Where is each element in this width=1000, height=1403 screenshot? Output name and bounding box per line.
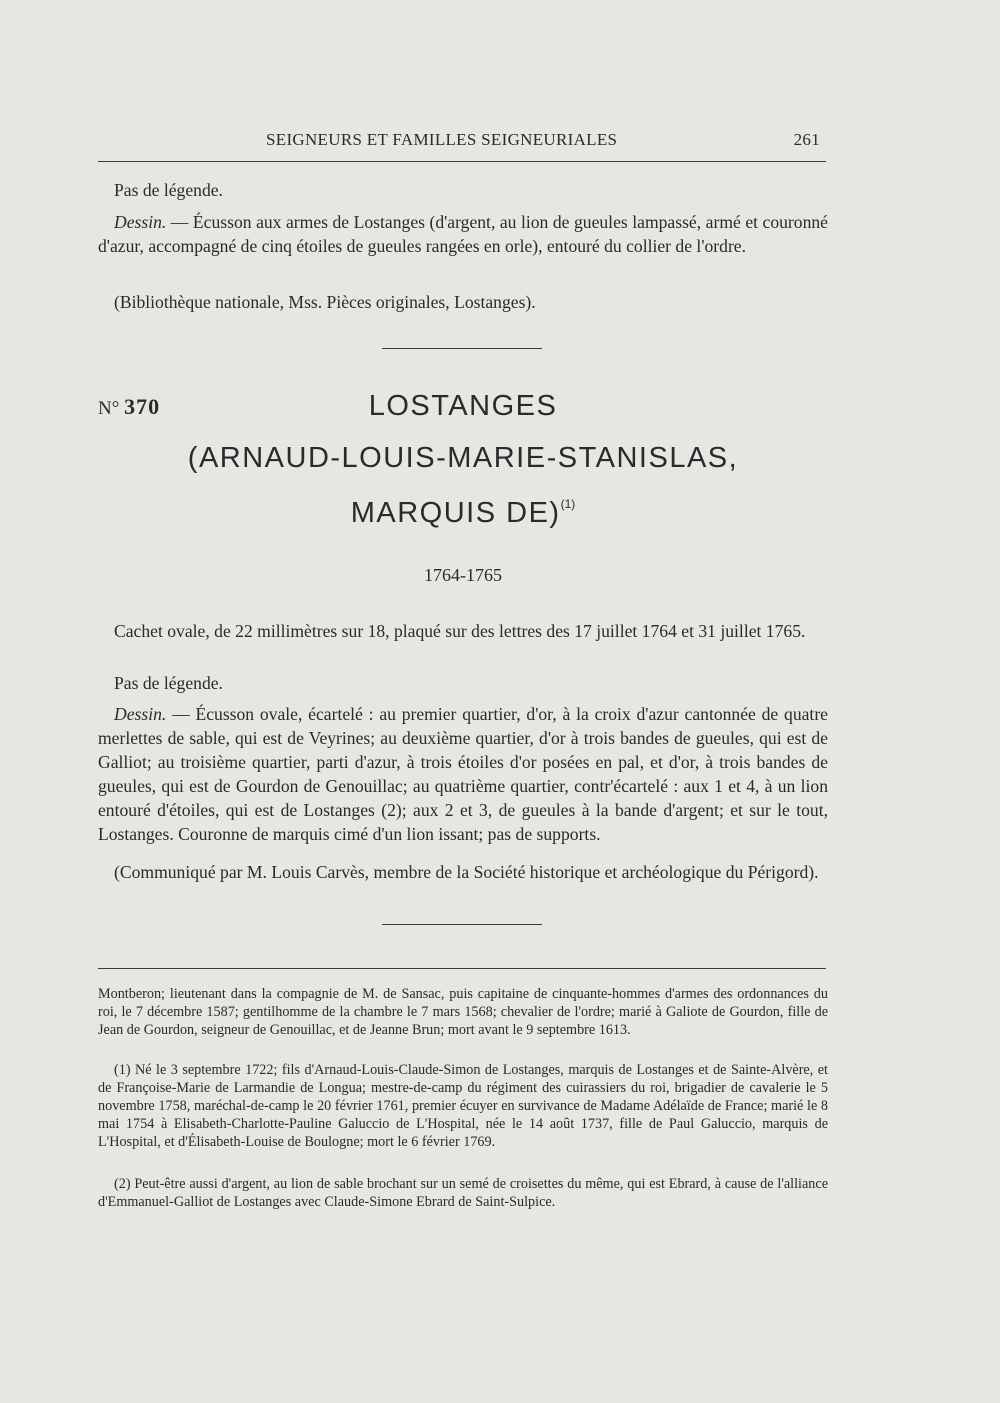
- footnote-rule: [98, 968, 826, 969]
- page-number: 261: [793, 130, 820, 149]
- footnote-ref: (1): [560, 497, 576, 511]
- dessin-label: Dessin.: [114, 212, 167, 232]
- cachet-description: Cachet ovale, de 22 millimètres sur 18, plaqué sur des lettres des 17 juillet 1764 et 31 juillet 1765.: [114, 621, 806, 641]
- entry-source: (Communiqué par M. Louis Carvès, membre de la Société historique et archéologique du Périgord).: [114, 862, 819, 882]
- prev-dessin: Dessin. — Écusson aux armes de Lostanges (d'argent, au lion de gueules lampassé, armé et couronné d'azur, accompagné de cinq étoiles de gueules rangées en orle), entouré du collier de l'ordre.: [98, 212, 828, 256]
- prev-legend: Pas de légende.: [114, 180, 223, 200]
- prev-source: (Bibliothèque nationale, Mss. Pièces originales, Lostanges).: [114, 292, 536, 312]
- entry-legend: Pas de légende.: [114, 673, 223, 693]
- end-divider: [382, 924, 542, 925]
- footnote-2: (2) Peut-être aussi d'argent, au lion de sable brochant sur un semé de croisettes du même, qui est Ebrard, à cause de l'alliance d'Emmanuel-Galliot de Lostanges avec Claude-Simone Ebrard de Saint-Sulpice.: [98, 1176, 828, 1210]
- entry-title-line2: (ARNAUD-LOUIS-MARIE-STANISLAS,: [187, 442, 739, 474]
- section-divider: [382, 348, 542, 349]
- entry-title-line3: MARQUIS DE)$^{(1)}$: [350, 497, 576, 529]
- entry-dates: 1764-1765: [424, 565, 502, 585]
- entry-title: LOSTANGES: [368, 390, 558, 422]
- header-rule: [98, 161, 826, 162]
- footnote-continued: Montberon; lieutenant dans la compagnie de M. de Sansac, puis capitaine de cinquante-hommes d'armes des ordonnances du roi, le 7 décembre 1587; gentilhomme de la chambre le 7 mars 1568; chevalier de l'ordre; marié à Galiote de Gourdon, fille de Jean de Gourdon, seigneur de Genouillac, et de Jeanne Brun; mort avant le 9 septembre 1613.: [98, 986, 828, 1038]
- entry-dessin: Dessin. — Écusson ovale, écartelé : au premier quartier, d'or, à la croix d'azur cantonnée de quatre merlettes de sable, qui est de Veyrines; au deuxième quartier, d'or à trois bandes de gueules, qui est de Galliot; au troisième quartier, parti d'azur, à trois étoiles d'or posées en pal, et d'or, à trois bandes de gueules, qui est de Gourdon de Genouillac; au quatrième quartier, contr'écartelé : aux 1 et 4, à un lion entouré d'étoiles, qui est de Lostanges (2); aux 2 et 3, de gueules à la bande d'argent; et sur le tout, Lostanges. Couronne de marquis cimé d'un lion issant; pas de supports.: [98, 704, 828, 844]
- footnote-1: (1) Né le 3 septembre 1722; fils d'Arnaud-Louis-Claude-Simon de Lostanges, marquis de Lostanges et de Sainte-Alvère, et de Françoise-Marie de Larmandie de Longua; mestre-de-camp du régiment des cuirassiers du roi, brigadier de cavalerie le 5 novembre 1758, maréchal-de-camp le 20 février 1761, premier écuyer en survivance de Madame Adélaïde de France; marié le 8 mai 1754 à Elisabeth-Charlotte-Pauline Galuccio de L'Hospital, née le 14 août 1737, fille de Paul Galuccio, marquis de L'Hospital, et d'Élisabeth-Louise de Boulogne; mort le 6 février 1769.: [98, 1062, 828, 1150]
- running-title: SEIGNEURS ET FAMILLES SEIGNEURIALES: [266, 130, 618, 149]
- entry-number: N° 370: [98, 394, 161, 419]
- dessin-label: Dessin.: [114, 704, 167, 724]
- running-header: [98, 128, 826, 156]
